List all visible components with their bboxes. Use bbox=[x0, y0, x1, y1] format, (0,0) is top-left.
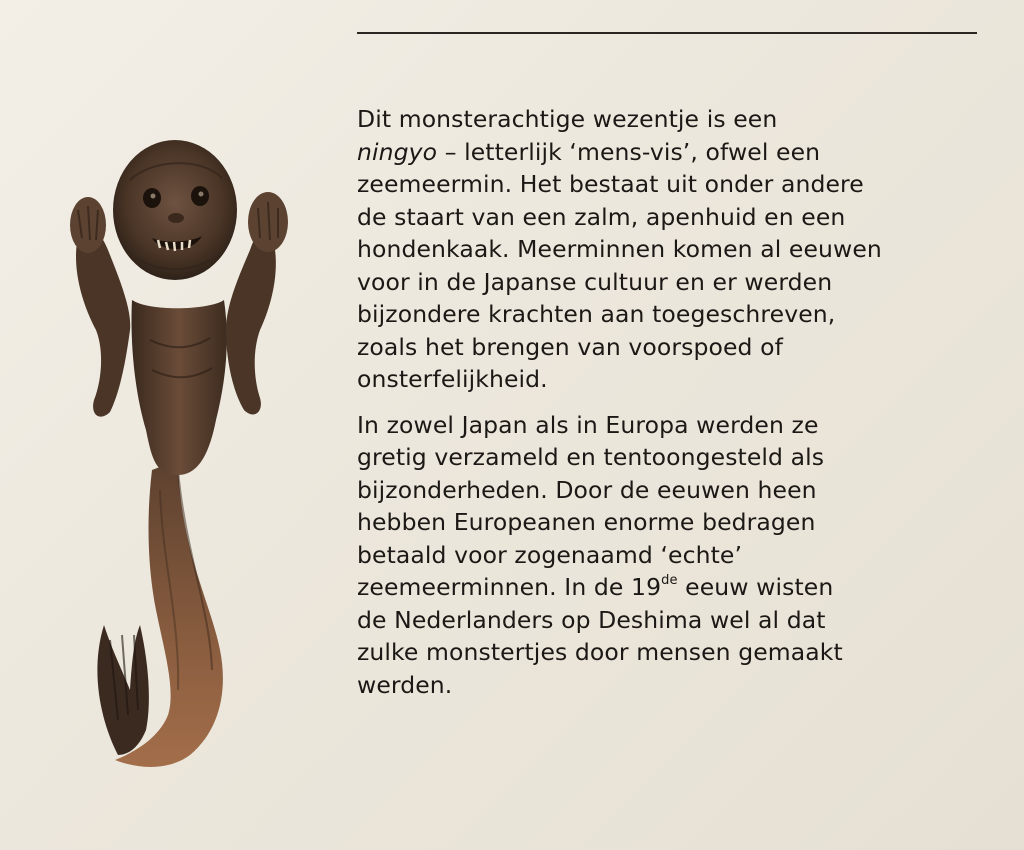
p2-line-2: gretig verzameld en tentoongesteld als bbox=[357, 443, 825, 471]
p2-line-9: werden. bbox=[357, 670, 453, 699]
p2-line-8: zulke monstertjes door mensen gemaakt bbox=[357, 638, 843, 666]
mermaid-head bbox=[113, 140, 237, 280]
p1-line-6: voor in de Japanse cultuur en er werden bbox=[357, 267, 833, 296]
p1-line-8: zoals het brengen van voorspoed of bbox=[357, 332, 783, 361]
p1-line-3: zeemeermin. Het bestaat uit onder andere bbox=[357, 170, 864, 198]
mermaid-right-arm bbox=[226, 228, 276, 414]
p1-line-5: hondenkaak. Meerminnen komen al eeuwen bbox=[357, 235, 882, 263]
mermaid-right-hand bbox=[248, 192, 288, 252]
paragraph-2 bbox=[357, 409, 997, 702]
top-divider-line bbox=[357, 32, 977, 34]
mermaid-torso bbox=[132, 300, 227, 475]
p1-line-7: bijzondere krachten aan toegeschreven, bbox=[357, 300, 836, 328]
p2-line-5: betaald voor zogenaamd ‘echte’ bbox=[357, 540, 743, 569]
description-text bbox=[357, 103, 997, 701]
p1-line-2 bbox=[357, 136, 997, 169]
p1-line-9: onsterfelijkheid. bbox=[357, 365, 548, 393]
p2-line-6-before: zeemeerminnen. In de 19 bbox=[357, 573, 662, 601]
p2-line-6-after: eeuw wisten bbox=[677, 573, 834, 601]
mermaid-left-arm bbox=[76, 227, 130, 417]
ningyo-term: ningyo bbox=[357, 137, 438, 166]
p2-line-4: hebben Europeanen enorme bedragen bbox=[357, 508, 816, 536]
paragraph-1 bbox=[357, 103, 997, 396]
p1-line-4: de staart van een zalm, apenhuid en een bbox=[357, 202, 846, 231]
mermaid-left-hand bbox=[70, 197, 106, 253]
p2-line-1: In zowel Japan als in Europa werden ze bbox=[357, 410, 819, 439]
superscript-de: de bbox=[661, 573, 678, 588]
p2-line-7: de Nederlanders op Deshima wel al dat bbox=[357, 605, 826, 634]
p2-line-6 bbox=[357, 571, 997, 604]
p1-line-1: Dit monsterachtige wezentje is een bbox=[357, 105, 778, 133]
p1-line-2-rest: – letterlijk ‘mens-vis’, ofwel een bbox=[437, 137, 821, 166]
p2-line-3: bijzonderheden. Door de eeuwen heen bbox=[357, 475, 817, 504]
mummified-mermaid-image bbox=[60, 130, 320, 780]
